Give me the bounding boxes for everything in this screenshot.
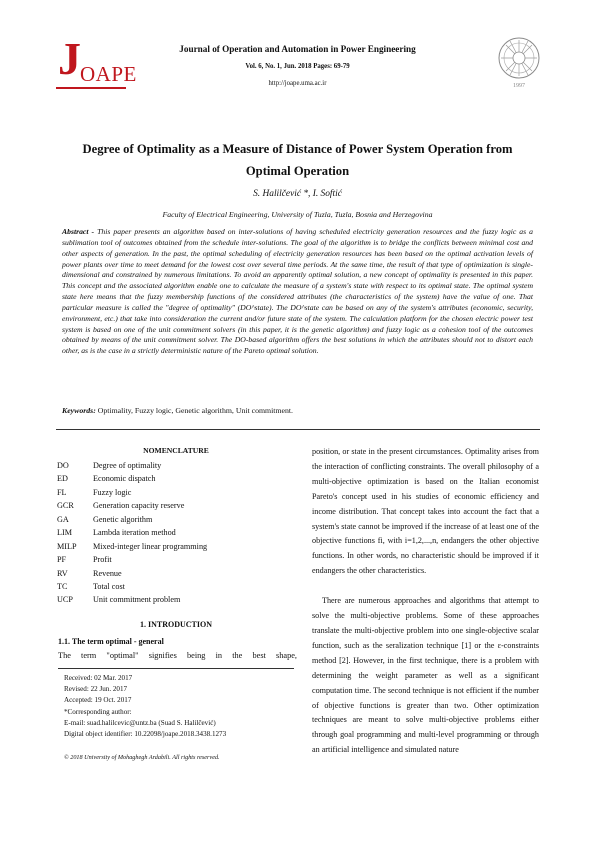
joape-logo bbox=[56, 33, 137, 92]
nomenclature-abbr: LIM bbox=[57, 528, 73, 538]
journal-title: Journal of Operation and Automation in Power Engineering bbox=[179, 44, 416, 54]
keywords-text: Optimality, Fuzzy logic, Genetic algorithm, Unit commitment. bbox=[97, 406, 293, 415]
nomenclature-desc: Unit commitment problem bbox=[93, 595, 181, 605]
logo-underline bbox=[56, 87, 126, 89]
nomenclature-item bbox=[57, 499, 297, 512]
nomenclature-abbr: UCP bbox=[57, 595, 73, 605]
abstract bbox=[62, 227, 533, 357]
paper-title-line-1: Degree of Optimality as a Measure of Distance of Power System Operation from bbox=[82, 142, 513, 156]
nomenclature-heading: NOMENCLATURE bbox=[143, 446, 209, 455]
university-seal-logo bbox=[496, 36, 542, 90]
nomenclature-item bbox=[57, 553, 297, 566]
footnote-rule bbox=[58, 668, 294, 669]
authors: S. Halilčević *, I. Softić bbox=[253, 189, 342, 199]
abstract-text: This paper presents an algorithm based on inter-solutions of having scheduled electricity generation resources and the fuzzy logic as a sublimation tool of outcomes obtained from the schedule inter-solutions. The goal of the algorithm is to bridge the conflicts between minimal cost and other aspects of generation. In the past, the optimal scheduling of electricity generation resources has been based on the optimal activation levels of power plants over time to meet demand for the lowest cost over several time periods. At the same time, the result of that type of optimization is single-dimensional and constrained by numerous limitations. To avoid an apparently optimal solution, a new concept of optimality is presented in this paper. This concept and the associated algorithm enable one to calculate the measure of a system's state with respect to its optimal state. The optimal system state here means that the fuzzy membership functions of the considered attributes (the characteristics of the system) have the value of one. That particular measure is called the "degree of optimality" (DO^state). The DO^state can be based on any of the system's attributes (economic, security, environment, etc.) that take into consideration the current and/or future state of the system. The calculation platform for the chosen electric power test system is based on one of the unit commitment solvers (in this paper, it is the genetic algorithm) and fuzzy logic as a cohesion tool of the outcomes obtained by means of the unit commitment solver. The DO-based algorithm offers the best solutions in which the attributes should not to distort each other, as is the case in a strictly deterministic nature of the Pareto optimal solution. bbox=[62, 227, 533, 356]
nomenclature-desc: Revenue bbox=[93, 568, 122, 578]
nomenclature-item bbox=[57, 472, 297, 485]
nomenclature-item bbox=[57, 580, 297, 593]
nomenclature-desc: Fuzzy logic bbox=[93, 487, 132, 497]
journal-url[interactable]: http://joape.uma.ac.ir bbox=[268, 80, 327, 87]
nomenclature-item bbox=[57, 526, 297, 539]
accepted-date: Accepted: 19 Oct. 2017 bbox=[64, 696, 132, 705]
logo-letter-j: J bbox=[58, 33, 81, 84]
nomenclature-item bbox=[57, 486, 297, 499]
right-column-body bbox=[312, 445, 539, 758]
nomenclature-desc: Profit bbox=[93, 555, 112, 565]
nomenclature-abbr: DO bbox=[57, 461, 69, 470]
nomenclature-list bbox=[57, 459, 297, 607]
nomenclature-item bbox=[57, 593, 297, 606]
nomenclature-abbr: FL bbox=[57, 487, 67, 497]
received-date: Received: 02 Mar. 2017 bbox=[64, 674, 133, 682]
section-divider bbox=[56, 429, 540, 430]
logo-letters-oape: OAPE bbox=[80, 62, 137, 86]
nomenclature-desc: Degree of optimality bbox=[93, 461, 162, 470]
paper-title-line-2: Optimal Operation bbox=[245, 164, 350, 178]
nomenclature-abbr: GCR bbox=[57, 501, 74, 511]
nomenclature-abbr: RV bbox=[57, 568, 68, 578]
nomenclature-desc: Generation capacity reserve bbox=[93, 501, 185, 511]
body-paragraph-1: position, or state in the present circumstances. Optimality arises from the interaction of conflicting constraints. The overall philosophy of a multi-objective optimization is based on the Italian economist Pareto's concept used in his studies of economic efficiency and income distribution. That concept takes into account the fact that a system's state cannot be improved if the increase of at least one of the objective functions fi, with i=1,2,...,n, endangers the other objective functions. In other words, no characteristic should be improved if it endangers the other characteristics. bbox=[312, 447, 539, 576]
nomenclature-desc: Total cost bbox=[93, 581, 125, 591]
seal-year: 1997 bbox=[513, 83, 525, 89]
nomenclature-item bbox=[57, 513, 297, 526]
abstract-label: Abstract - bbox=[62, 227, 95, 236]
nomenclature-abbr: ED bbox=[57, 474, 68, 484]
doi: Digital object identifier: 10.22098/joape.2018.3438.1273 bbox=[64, 730, 227, 739]
nomenclature-abbr: GA bbox=[57, 514, 69, 524]
nomenclature-abbr: MILP bbox=[57, 541, 77, 551]
paper-title bbox=[50, 138, 545, 182]
introduction-heading: 1. INTRODUCTION bbox=[139, 620, 212, 629]
introduction-first-line: The term "optimal" signifies being in the best shape, bbox=[58, 651, 297, 660]
journal-volume: Vol. 6, No. 1, Jun. 2018 Pages: 69-79 bbox=[245, 63, 350, 70]
nomenclature-item bbox=[57, 567, 297, 580]
affiliation: Faculty of Electrical Engineering, University of Tuzla, Tuzla, Bosnia and Herzegovina bbox=[162, 210, 433, 219]
nomenclature-desc: Economic dispatch bbox=[93, 474, 156, 484]
copyright-notice: © 2018 University of Mohaghegh Ardabili. All rights reserved. bbox=[64, 754, 220, 761]
nomenclature-desc: Lambda iteration method bbox=[93, 528, 176, 538]
corresponding-email[interactable]: E-mail: suad.halilcevic@untz.ba (Suad S. Halilčević) bbox=[64, 718, 216, 727]
nomenclature-desc: Mixed-integer linear programming bbox=[93, 541, 208, 551]
nomenclature-desc: Genetic algorithm bbox=[93, 514, 153, 524]
nomenclature-abbr: TC bbox=[57, 581, 68, 591]
keywords-label: Keywords: bbox=[62, 406, 96, 415]
nomenclature-item bbox=[57, 540, 297, 553]
subsection-heading: 1.1. The term optimal - general bbox=[58, 637, 164, 646]
nomenclature-item bbox=[57, 459, 297, 472]
body-paragraph-2: There are numerous approaches and algorithms that attempt to solve the multi-objective problems. Some of these approaches translate the multi-objective problem into one single-objective scalar function, such as the seralization technique [1] or the ε-constraints method [2]. However, in the first technique, there is a problem with determining the weight parameter as well as a significant computation time. The second technique is not efficient if the number of objective functions is greater than two. Other optimization techniques are meant to solve multi-objective problems either through goal programming and multi-level programming or through an artificial intelligence and simulated nature bbox=[312, 596, 539, 755]
article-history bbox=[64, 673, 296, 740]
keywords bbox=[62, 406, 533, 415]
corresponding-author-label: *Corresponding author: bbox=[64, 707, 132, 716]
revised-date: Revised: 22 Jun. 2017 bbox=[64, 685, 128, 694]
nomenclature-abbr: PF bbox=[57, 555, 67, 565]
